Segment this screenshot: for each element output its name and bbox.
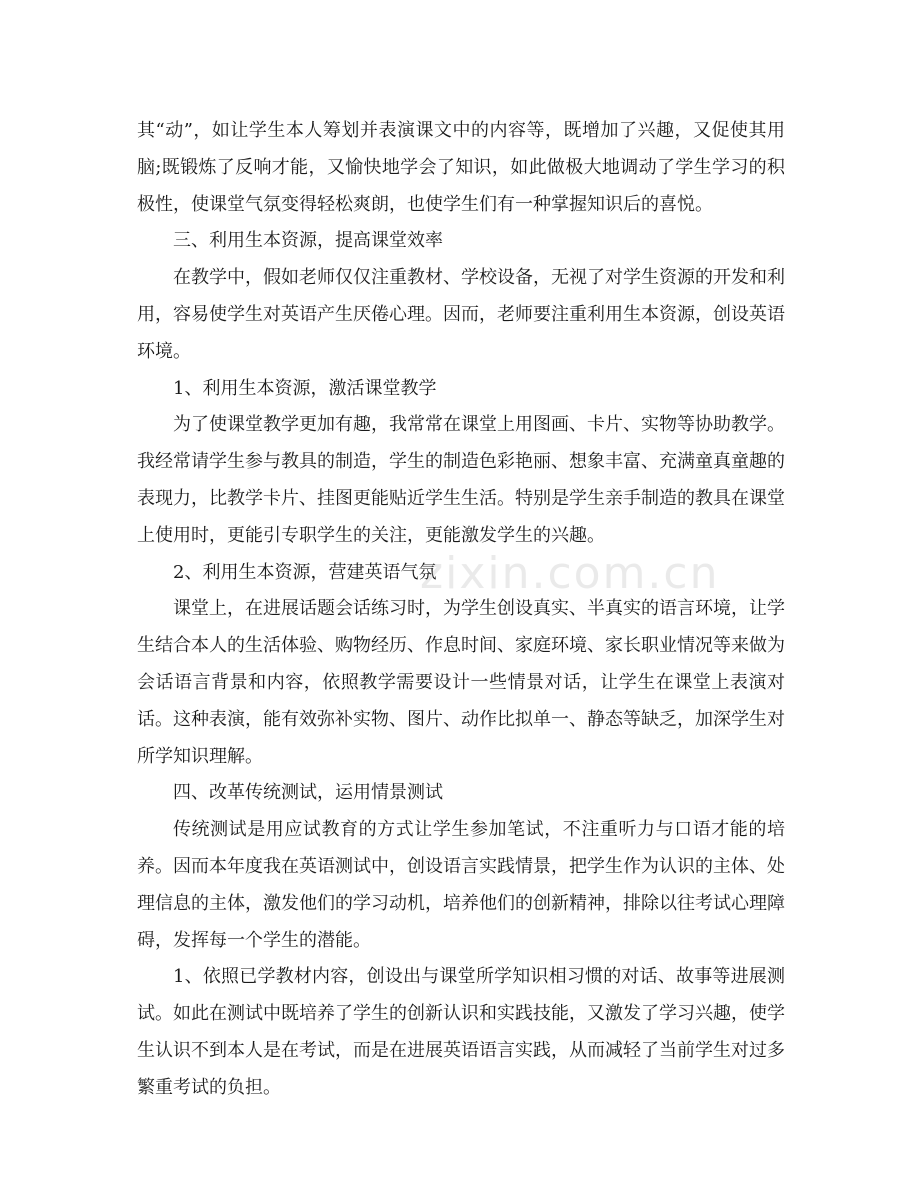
subsection-heading-2: 2、利用生本资源，营建英语气氛 — [173, 561, 437, 583]
section-heading-3: 三、利用生本资源，提高课堂效率 — [173, 230, 443, 252]
document-body — [137, 113, 785, 1107]
subsection-heading-1: 1、利用生本资源，激活课堂教学 — [173, 377, 437, 399]
paragraph-continued: 其“动”，如让学生本人筹划并表演课文中的内容等，既增加了兴趣，又促使其用脑;既锻炼了反响才能，又愉快地学会了知识，如此做极大地调动了学生学习的积极性，使课堂气氛变得轻松爽朗，也使学生们有一种掌握知识后的喜悦。 — [137, 120, 785, 215]
watermark-text: zixin.com.cn — [420, 548, 720, 599]
paragraph: 在教学中，假如老师仅仅注重教材、学校设备，无视了对学生资源的开发和利用，容易使学生对英语产生厌倦心理。因而，老师要注重利用生本资源，创设英语环境。 — [137, 267, 785, 362]
section-heading-4: 四、改革传统测试，运用情景测试 — [173, 782, 443, 804]
paragraph: 传统测试是用应试教育的方式让学生参加笔试，不注重听力与口语才能的培养。因而本年度我在英语测试中，创设语言实践情景，把学生作为认识的主体、处理信息的主体，激发他们的学习动机，培养他们的创新精神，排除以往考试心理障碍，发挥每一个学生的潜能。 — [137, 819, 785, 951]
paragraph: 课堂上，在进展话题会话练习时，为学生创设真实、半真实的语言环境，让学生结合本人的生活体验、购物经历、作息时间、家庭环境、家长职业情况等来做为会话语言背景和内容，依照教学需要设计一些情景对话，让学生在课堂上表演对话。这种表演，能有效弥补实物、图片、动作比拟单一、静态等缺乏，加深学生对所学知识理解。 — [137, 598, 785, 767]
paragraph: 1、依照已学教材内容，创设出与课堂所学知识相习惯的对话、故事等进展测试。如此在测试中既培养了学生的创新认识和实践技能，又激发了学习兴趣，使学生认识不到本人是在考试，而是在进展英语语言实践，从而减轻了当前学生对过多繁重考试的负担。 — [137, 966, 785, 1098]
paragraph: 为了使课堂教学更加有趣，我常常在课堂上用图画、卡片、实物等协助教学。我经常请学生参与教具的制造，学生的制造色彩艳丽、想象丰富、充满童真童趣的表现力，比教学卡片、挂图更能贴近学生生活。特别是学生亲手制造的教具在课堂上使用时，更能引专职学生的关注，更能激发学生的兴趣。 — [137, 414, 785, 546]
